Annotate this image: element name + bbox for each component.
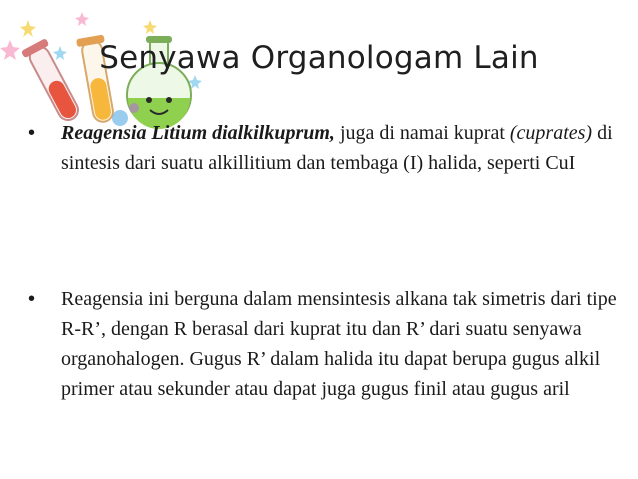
bullet-text [61,118,618,178]
bullet-marker: • [28,288,36,310]
bullet-marker: • [28,122,36,144]
bullet-text-part1: juga di namai kuprat [334,122,510,144]
bullet-item-cuprates [28,118,618,178]
term-label: Reagensia Litium dialkilkuprum, [61,122,335,144]
bullet-item-usage [28,284,618,404]
bullet-text-part2: di sintesis dari suatu alkillitium dan tembaga (I) halida, seperti CuI [61,122,613,174]
bullet-text: Reagensia ini berguna dalam mensintesis alkana tak simetris dari tipe R-R’, dengan R berasal dari kuprat itu dan R’ dari suatu senyawa organohalogen. Gugus R’ dalam halida itu dapat berupa gugus alkil primer atau sekunder atau dapat juga gugus finil atau gugus aril [61,288,617,400]
alias-label: (cuprates) [509,122,593,144]
slide-title: Senyawa Organologam Lain [99,40,539,76]
